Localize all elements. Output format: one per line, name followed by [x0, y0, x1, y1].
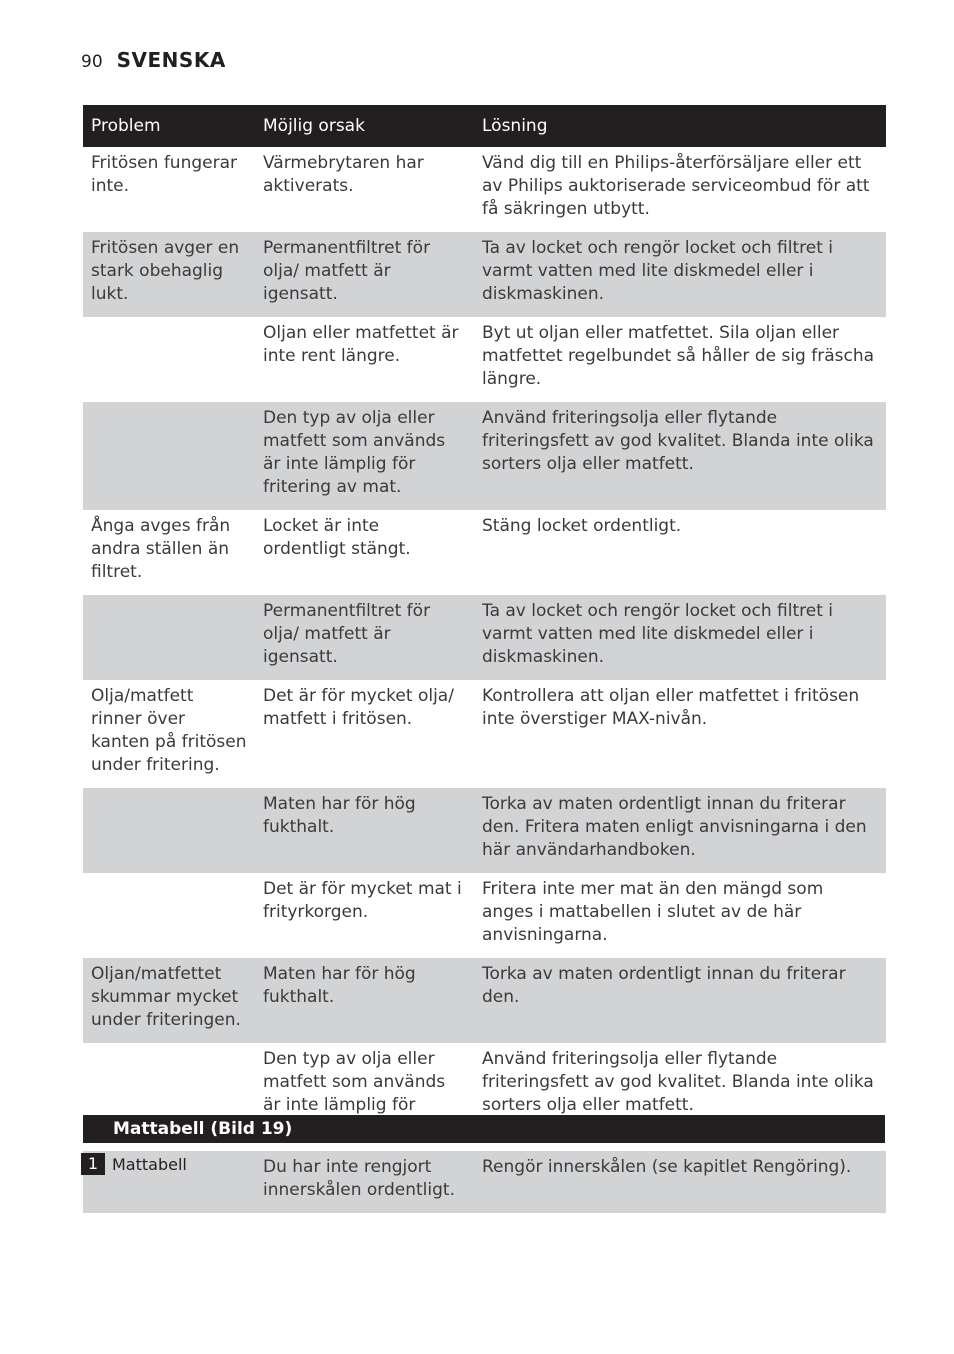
- problem-cell: [83, 873, 255, 958]
- legend-label: Mattabell: [112, 1154, 187, 1174]
- solution-cell: Rengör innerskålen (se kapitlet Rengöring).: [474, 1151, 886, 1213]
- cause-cell: Den typ av olja eller matfett som används är inte lämplig för fritering av mat.: [255, 402, 474, 510]
- solution-cell: Torka av maten ordentligt innan du friterar den. Fritera maten enligt anvisningarna i den här användarhandboken.: [474, 788, 886, 873]
- cause-cell: Permanentfiltret för olja/ matfett är igensatt.: [255, 595, 474, 680]
- solution-cell: Ta av locket och rengör locket och filtret i varmt vatten med lite diskmedel eller i diskmaskinen.: [474, 232, 886, 317]
- solution-cell: Vänd dig till en Philips-återförsäljare eller ett av Philips auktoriserade serviceombud för att få säkringen utbytt.: [482, 153, 870, 219]
- problem-cell: [83, 595, 255, 680]
- table-row: [83, 232, 886, 317]
- solution-cell: Byt ut oljan eller matfettet. Sila oljan eller matfettet regelbundet så håller de sig fräscha längre.: [482, 323, 875, 389]
- cause-cell: Du har inte rengjort innerskålen ordentligt.: [255, 1151, 474, 1213]
- problem-cell: Fritösen avger en stark obehaglig lukt.: [83, 232, 255, 317]
- cause-cell: Maten har för hög fukthalt.: [255, 958, 474, 1043]
- solution-cell: Fritera inte mer mat än den mängd som anges i mattabellen i slutet av de här anvisningarna.: [482, 879, 824, 945]
- problem-cell: Ånga avges från andra ställen än filtret.: [91, 516, 231, 582]
- solution-cell: Kontrollera att oljan eller matfettet i fritösen inte överstiger MAX-nivån.: [482, 686, 860, 729]
- table-row: [83, 402, 886, 510]
- section-heading-food-table: Mattabell (Bild 19): [83, 1115, 885, 1143]
- cause-cell: Det är för mycket olja/ matfett i fritösen.: [263, 686, 454, 729]
- cause-cell: Oljan eller matfettet är inte rent längre.: [263, 323, 459, 366]
- problem-cell: [83, 402, 255, 510]
- table-header-row: [83, 105, 886, 147]
- header-solution: Lösning: [474, 105, 886, 147]
- table-row: [83, 788, 886, 873]
- problem-cell: Oljan/matfettet skummar mycket under friteringen.: [83, 958, 255, 1043]
- header-problem: Problem: [83, 105, 255, 147]
- table-row: [83, 680, 886, 788]
- problem-cell: Olja/matfett rinner över kanten på fritösen under fritering.: [91, 686, 247, 775]
- solution-cell: Stäng locket ordentligt.: [482, 516, 682, 536]
- legend-number: 1: [81, 1153, 105, 1175]
- solution-cell: Torka av maten ordentligt innan du friterar den.: [474, 958, 886, 1043]
- table-row: [83, 958, 886, 1043]
- cause-cell: Maten har för hög fukthalt.: [255, 788, 474, 873]
- problem-cell: [83, 317, 255, 402]
- troubleshooting-table: [83, 105, 886, 1213]
- solution-cell: Ta av locket och rengör locket och filtret i varmt vatten med lite diskmedel eller i diskmaskinen.: [474, 595, 886, 680]
- table-row: [83, 510, 886, 595]
- solution-cell: Använd friteringsolja eller flytande friteringsfett av god kvalitet. Blanda inte olika sorters olja eller matfett.: [482, 1049, 874, 1115]
- cause-cell: Permanentfiltret för olja/ matfett är igensatt.: [255, 232, 474, 317]
- cause-cell: Det är för mycket mat i frityrkorgen.: [263, 879, 462, 922]
- language-heading: SVENSKA: [116, 48, 226, 72]
- header-cause: Möjlig orsak: [255, 105, 474, 147]
- table-row: [83, 873, 886, 958]
- cause-cell: Den typ av olja eller matfett som används är inte lämplig för: [263, 1049, 446, 1115]
- cause-cell: Värmebrytaren har aktiverats.: [263, 153, 424, 196]
- cause-cell: Locket är inte ordentligt stängt.: [263, 516, 411, 559]
- legend-item: [81, 1153, 187, 1175]
- problem-cell: Fritösen fungerar inte.: [91, 153, 237, 196]
- table-row: [83, 317, 886, 402]
- table-row: [83, 1151, 886, 1213]
- table-row: [83, 595, 886, 680]
- page-header: [81, 48, 226, 74]
- problem-cell: [83, 788, 255, 873]
- page-number: 90: [81, 52, 103, 72]
- table-row: [83, 147, 886, 232]
- solution-cell: Använd friteringsolja eller flytande friteringsfett av god kvalitet. Blanda inte olika sorters olja eller matfett.: [474, 402, 886, 510]
